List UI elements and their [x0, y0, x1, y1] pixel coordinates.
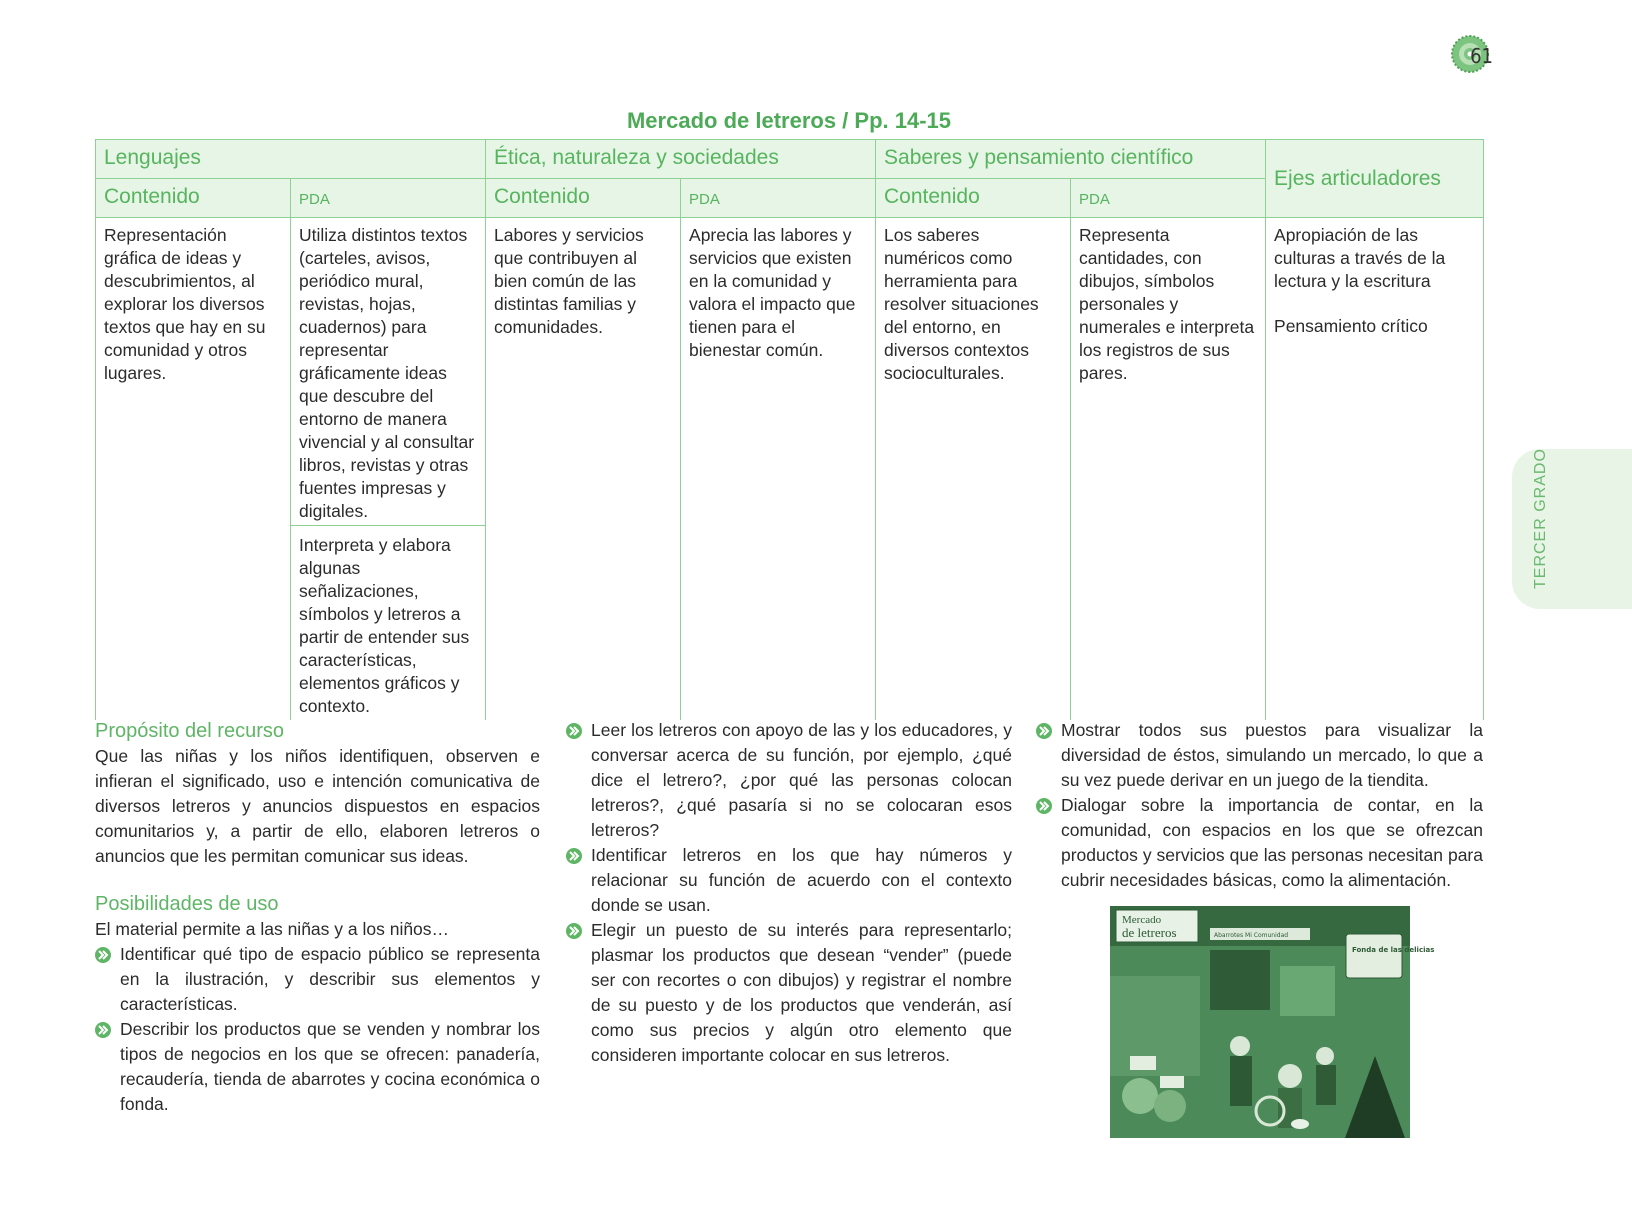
- page-number: 61: [1470, 44, 1493, 68]
- grade-label: TERCER GRADO: [1532, 448, 1549, 589]
- list-item-text: Describir los productos que se venden y nombrar los tipos de negocios en los que se ofrecen: panadería, recaudería, tienda de abarrotes y cocina económica o fonda.: [120, 1019, 540, 1114]
- double-arrow-bullet-icon: [95, 1022, 111, 1038]
- list-item: [1036, 793, 1483, 893]
- header-contenido: Contenido: [486, 179, 681, 218]
- list-item-text: Leer los letreros con apoyo de las y los educadores, y conversar acerca de su función, por ejemplo, ¿qué dice el letrero?, ¿por qué las personas colocan letreros?, ¿qué pasaría si no se colocaran esos letreros?: [591, 720, 1012, 840]
- illustration-sign: Fonda de las delicias: [1352, 946, 1435, 954]
- lenguajes-pda-cell: [291, 218, 486, 721]
- ejes-item-2: Pensamiento crítico: [1274, 316, 1428, 336]
- column-left: [95, 718, 540, 1117]
- list-item-text: Identificar letreros en los que hay números y relacionar su función de acuerdo con el contexto donde se usan.: [591, 845, 1012, 915]
- list-item: [95, 942, 540, 1017]
- double-arrow-bullet-icon: [95, 947, 111, 963]
- list-item: [1036, 718, 1483, 793]
- saberes-pda-cell: Representa cantidades, con dibujos, símbolos personales y numerales e interpreta los registros de sus pares.: [1071, 218, 1266, 721]
- double-arrow-bullet-icon: [1036, 723, 1052, 739]
- list-item-text: Elegir un puesto de su interés para representarlo; plasmar los productos que desean “vender” (puede ser con recortes o con dibujos) y registrar el nombre de su puesto y de los productos que venderán, así como sus precios y algún otro elemento que consideren importante colocar en sus letreros.: [591, 920, 1012, 1065]
- curriculum-table: [95, 139, 1484, 720]
- market-illustration: [1110, 906, 1435, 1138]
- double-arrow-bullet-icon: [566, 848, 582, 864]
- list-item: [566, 843, 1012, 918]
- header-saberes: Saberes y pensamiento científico: [876, 140, 1266, 179]
- header-pda: PDA: [681, 179, 876, 218]
- header-etica: Ética, naturaleza y sociedades: [486, 140, 876, 179]
- lenguajes-contenido-cell: Representación gráfica de ideas y descubrimientos, al explorar los diversos textos que hay en su comunidad y otros lugares.: [96, 218, 291, 721]
- posibilidades-intro: El material permite a las niñas y a los niños…: [95, 919, 450, 939]
- table-title: Mercado de letreros / Pp. 14-15: [626, 108, 952, 133]
- header-pda: PDA: [291, 179, 486, 218]
- posibilidades-heading: Posibilidades de uso: [95, 893, 279, 915]
- header-pda: PDA: [1071, 179, 1266, 218]
- list-item: [566, 718, 1012, 843]
- double-arrow-bullet-icon: [566, 723, 582, 739]
- proposito-heading: Propósito del recurso: [95, 720, 284, 742]
- ejes-cell: [1266, 218, 1484, 721]
- column-middle: [566, 718, 1012, 1068]
- illustration-title-2: de letreros: [1122, 925, 1177, 940]
- header-lenguajes: Lenguajes: [96, 140, 486, 179]
- double-arrow-bullet-icon: [566, 923, 582, 939]
- list-item: [95, 1017, 540, 1117]
- etica-contenido-cell: Labores y servicios que contribuyen al bien común de las distintas familias y comunidades.: [486, 218, 681, 721]
- illustration-banner: Abarrotes Mi Comunidad: [1214, 932, 1289, 939]
- list-item-text: Mostrar todos sus puestos para visualizar la diversidad de éstos, simulando un mercado, lo que a su vez puede derivar en un juego de la tiendita.: [1061, 720, 1483, 790]
- header-contenido: Contenido: [96, 179, 291, 218]
- lenguajes-pda-1: Utiliza distintos textos (carteles, avisos, periódico mural, revistas, hojas, cuadernos) para representar gráficamente ideas que descubre del entorno de manera vivencial y al consultar libros, revistas y otras fuentes impresas y digitales.: [291, 218, 485, 526]
- column-right: [1036, 718, 1483, 893]
- double-arrow-bullet-icon: [1036, 798, 1052, 814]
- lenguajes-pda-2: Interpreta y elabora algunas señalizaciones, símbolos y letreros a partir de entender sus características, elementos gráficos y contexto.: [299, 535, 470, 716]
- ejes-item-1: Apropiación de las culturas a través de la lectura y la escritura: [1274, 225, 1446, 291]
- etica-pda-cell: Aprecia las labores y servicios que existen en la comunidad y valora el impacto que tienen para el bienestar común.: [681, 218, 876, 721]
- list-item-text: Identificar qué tipo de espacio público se representa en la ilustración, y describir sus elementos y características.: [120, 944, 540, 1014]
- saberes-contenido-cell: Los saberes numéricos como herramienta para resolver situaciones del entorno, en diversos contextos socioculturales.: [876, 218, 1071, 721]
- illustration-title-1: Mercado: [1122, 914, 1162, 926]
- header-ejes: Ejes articuladores: [1266, 140, 1484, 218]
- header-contenido: Contenido: [876, 179, 1071, 218]
- list-item: [566, 918, 1012, 1068]
- grade-side-tab: [1512, 449, 1632, 609]
- list-item-text: Dialogar sobre la importancia de contar, en la comunidad, con espacios en los que se ofrezcan productos y servicios que las personas necesitan para cubrir necesidades básicas, como la alimentación.: [1061, 795, 1483, 890]
- proposito-text: Que las niñas y los niños identifiquen, observen e infieran el significado, uso e intención comunicativa de diversos letreros y anuncios dispuestos en espacios comunitarios y, a partir de ello, elaboren letreros o anuncios que les permitan comunicar sus ideas.: [95, 746, 540, 866]
